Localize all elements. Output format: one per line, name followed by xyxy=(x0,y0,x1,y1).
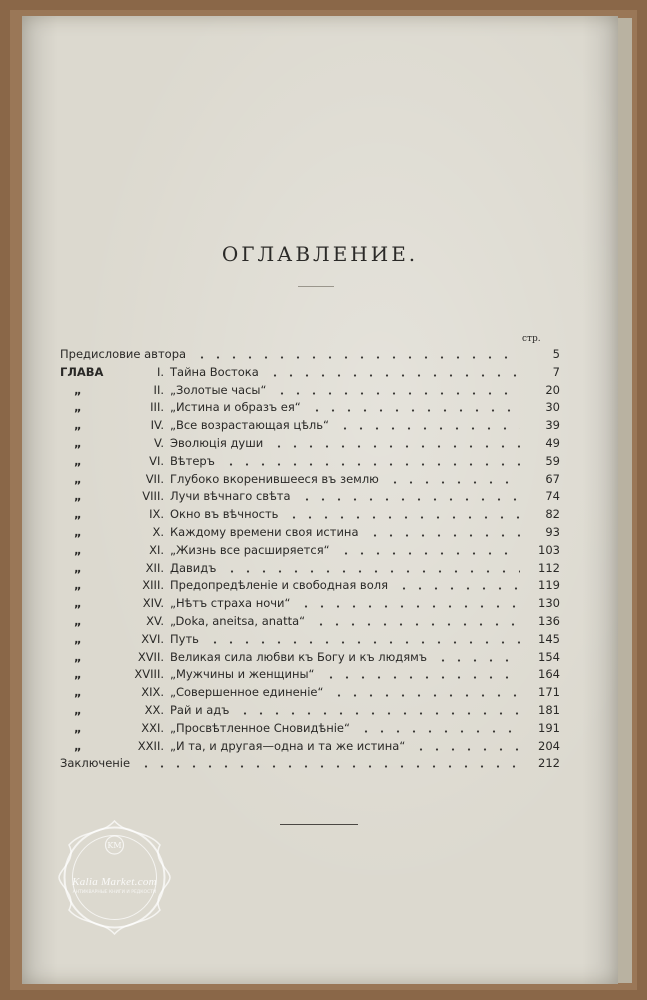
toc-entry-number: IX. xyxy=(149,507,164,522)
toc-entry-number: XIII. xyxy=(142,578,164,593)
toc-entry-number: XX. xyxy=(144,703,164,717)
toc-entry xyxy=(60,488,560,505)
toc-entry-title: „Совершенное единеніе“ xyxy=(170,685,324,700)
toc-entry-title: „Нѣтъ страха ночи“ xyxy=(170,596,291,611)
dot-leader xyxy=(309,399,520,416)
dot-leader xyxy=(413,738,520,755)
toc-entry-page: 49 xyxy=(545,436,560,450)
dot-leader xyxy=(237,702,520,719)
toc-entry-number: VI. xyxy=(149,453,164,468)
toc-entry-number: VIII. xyxy=(142,489,164,504)
toc-entry-number: XVI. xyxy=(141,631,164,646)
dot-leader xyxy=(298,595,520,612)
toc-entry-number: XXII. xyxy=(137,738,164,753)
toc-entry-number: II. xyxy=(153,382,164,397)
toc-entry-prefix: „ xyxy=(74,471,82,486)
toc-entry-title: Великая сила любви къ Богу и къ людямъ xyxy=(170,649,427,664)
dot-leader xyxy=(313,613,520,630)
toc-entry-title: „Истина и образъ ея“ xyxy=(170,400,301,415)
page-title: ОГЛАВЛЕНИЕ. xyxy=(221,242,419,266)
toc-entry xyxy=(60,560,560,577)
toc-entry-title: „И та, и другая—одна и та же истина“ xyxy=(170,738,406,753)
toc-entry xyxy=(60,738,560,755)
toc-entry-prefix: „ xyxy=(74,542,82,557)
toc-entry-number: XV. xyxy=(146,614,164,628)
toc-entry-page: 30 xyxy=(545,400,560,415)
toc-entry-page: 164 xyxy=(538,667,560,682)
dot-leader xyxy=(337,417,520,434)
dot-leader xyxy=(323,666,520,683)
toc-entry xyxy=(60,649,560,666)
dot-leader xyxy=(435,649,520,666)
toc-entry-title: „Все возрастающая цѣль“ xyxy=(170,418,330,433)
toc-entry xyxy=(60,542,560,559)
toc-entry-number: XI. xyxy=(149,542,164,557)
toc-entry-prefix: Заключеніе xyxy=(60,756,131,771)
toc-entry-prefix: „ xyxy=(74,703,82,717)
toc-entry-prefix: „ xyxy=(74,489,82,504)
toc-entry-prefix: ГЛАВА xyxy=(60,364,104,379)
toc-entry-prefix: „ xyxy=(74,578,82,593)
toc-entry-prefix: „ xyxy=(74,453,82,468)
toc-entry-title: Лучи вѣчнаго свѣта xyxy=(170,489,291,504)
toc-entry-title: Каждому времени своя истина xyxy=(170,525,359,539)
dot-leader xyxy=(271,435,520,452)
toc-entry xyxy=(60,399,560,416)
dot-leader xyxy=(387,471,520,488)
toc-entry-prefix: „ xyxy=(74,738,82,753)
toc-entry-title: „Doka, aneitsa, anatta“ xyxy=(170,614,306,628)
toc-entry-page: 39 xyxy=(545,418,560,433)
toc-entry-prefix: „ xyxy=(74,507,82,522)
toc-entry-page: 59 xyxy=(545,453,560,468)
toc-entry-page: 130 xyxy=(538,596,560,611)
toc-entry-prefix: „ xyxy=(74,560,82,575)
toc-entry-prefix: „ xyxy=(74,631,82,646)
toc-entry-prefix: „ xyxy=(74,614,82,628)
bottom-divider xyxy=(280,824,358,825)
dot-leader xyxy=(138,755,520,772)
toc-entry xyxy=(60,720,560,737)
toc-entry-page: 74 xyxy=(545,489,560,504)
toc-entry-number: I. xyxy=(156,364,164,379)
toc-entry-title: „Золотые часы“ xyxy=(170,382,267,397)
toc-entry-page: 103 xyxy=(538,542,560,557)
toc-entry-title: Предопредѣленіе и свободная воля xyxy=(170,578,389,593)
toc-entry-number: XIX. xyxy=(141,685,164,700)
toc-entry-page: 145 xyxy=(538,631,560,646)
toc-entry xyxy=(60,755,560,772)
toc-entry-page: 112 xyxy=(538,560,560,575)
toc-entry xyxy=(60,417,560,434)
dot-leader xyxy=(331,684,520,701)
toc-entry xyxy=(60,382,560,399)
toc-entry-page: 5 xyxy=(552,347,560,361)
toc-entry xyxy=(60,435,560,452)
toc-entry-number: IV. xyxy=(150,418,164,433)
toc-entry-title: Путь xyxy=(170,631,199,646)
toc-entry-page: 20 xyxy=(545,382,560,397)
toc-entry-page: 82 xyxy=(545,507,560,522)
toc-entry xyxy=(60,364,560,381)
toc-entry-page: 181 xyxy=(538,703,560,717)
dot-leader xyxy=(223,453,520,470)
toc-entry-number: XVIII. xyxy=(134,667,164,682)
dot-leader xyxy=(286,506,520,523)
toc-entry-prefix: „ xyxy=(74,525,82,539)
toc-entry-number: X. xyxy=(152,525,164,539)
toc-entry-number: VII. xyxy=(145,471,164,486)
toc-entry-title: Тайна Востока xyxy=(170,364,259,379)
toc-entry-prefix: „ xyxy=(74,720,82,735)
toc-entry-page: 204 xyxy=(538,738,560,753)
toc-entry-page: 212 xyxy=(538,756,560,771)
toc-entry xyxy=(60,702,560,719)
toc-entry xyxy=(60,506,560,523)
dot-leader xyxy=(358,720,520,737)
toc-entry-prefix: „ xyxy=(74,436,82,450)
dot-leader xyxy=(194,346,520,363)
toc-entry-prefix: „ xyxy=(74,667,82,682)
toc-entry xyxy=(60,346,560,363)
toc-entry-title: Эволюція души xyxy=(170,436,264,450)
toc-entry-number: V. xyxy=(153,436,164,450)
page-edge xyxy=(617,18,632,983)
page-column-label: стр. xyxy=(522,334,541,344)
toc-entry-prefix: „ xyxy=(74,400,82,415)
toc-entry-title: Окно въ вѣчность xyxy=(170,507,279,522)
dot-leader xyxy=(396,577,520,594)
watermark-tagline: АНТИКВАРНЫЕ КНИГИ И РЕДКОСТИ xyxy=(72,890,157,895)
toc-entry-number: XII. xyxy=(145,560,164,575)
dot-leader xyxy=(207,631,520,648)
toc-entry-title: Рай и адъ xyxy=(170,703,230,717)
toc-entry-title: Давидъ xyxy=(170,560,217,575)
toc-entry-title: Глубоко вкоренившееся въ землю xyxy=(170,471,379,486)
toc-entry-prefix: „ xyxy=(74,596,82,611)
toc-entry xyxy=(60,613,560,630)
toc-entry-title: „Жизнь все расширяется“ xyxy=(170,542,330,557)
toc-entry xyxy=(60,453,560,470)
toc-entry-prefix: „ xyxy=(74,382,82,397)
toc-entry-page: 93 xyxy=(545,525,560,539)
toc-entry-page: 119 xyxy=(538,578,560,593)
toc-entry-prefix: „ xyxy=(74,418,82,433)
toc-entry-number: XXI. xyxy=(141,720,164,735)
toc-entry xyxy=(60,666,560,683)
toc-entry-number: XIV. xyxy=(142,596,164,611)
toc-entry-page: 171 xyxy=(538,685,560,700)
dot-leader xyxy=(367,524,520,541)
title-divider xyxy=(298,286,334,287)
toc-entry xyxy=(60,577,560,594)
toc-entry-page: 7 xyxy=(552,364,560,379)
watermark-name: Kalia Market.com xyxy=(72,876,157,888)
dot-leader xyxy=(224,560,520,577)
toc-entry xyxy=(60,595,560,612)
toc-entry xyxy=(60,471,560,488)
dot-leader xyxy=(267,364,520,381)
toc-entry xyxy=(60,631,560,648)
dot-leader xyxy=(274,382,520,399)
toc-entry-page: 191 xyxy=(538,720,560,735)
toc-entry-page: 136 xyxy=(538,614,560,628)
dot-leader xyxy=(338,542,520,559)
toc-entry-title: „Мужчины и женщины“ xyxy=(170,667,315,682)
watermark-monogram: KM xyxy=(107,841,122,850)
toc-entry-title: „Просвѣтленное Сновидѣніе“ xyxy=(170,720,350,735)
toc-entry-title: Вѣтеръ xyxy=(170,453,215,468)
toc-entry xyxy=(60,684,560,701)
toc-entry-page: 67 xyxy=(545,471,560,486)
dot-leader xyxy=(299,488,520,505)
toc-entry-prefix: „ xyxy=(74,649,82,664)
toc-entry-prefix: Предисловие автора xyxy=(60,347,187,361)
toc-entry-number: XVII. xyxy=(137,649,164,664)
toc-entry-prefix: „ xyxy=(74,685,82,700)
toc-entry xyxy=(60,524,560,541)
toc-entry-number: III. xyxy=(150,400,164,415)
toc-entry-page: 154 xyxy=(538,649,560,664)
